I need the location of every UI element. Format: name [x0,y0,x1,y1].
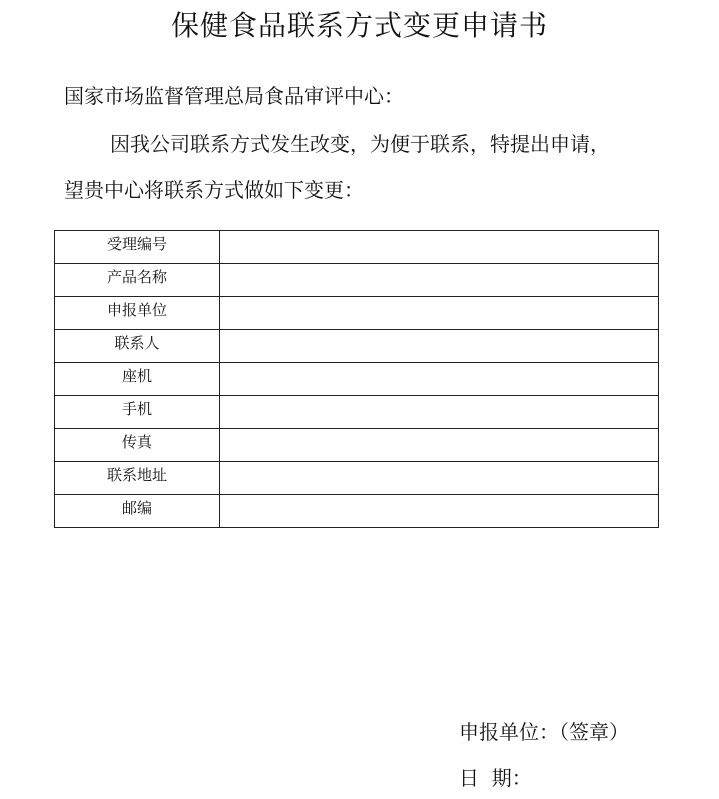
form-cell-postal-code [220,495,659,528]
postal-code-field[interactable] [220,495,658,527]
form-cell-landline [220,363,659,396]
form-label-contact-person: 联系人 [55,330,220,363]
form-row-mobile [55,396,659,429]
form-row-contact-address [55,462,659,495]
form-label-postal-code: 邮编 [55,495,220,528]
contact-change-form-table [54,230,659,528]
form-label-product-name: 产品名称 [55,264,220,297]
form-cell-contact-address [220,462,659,495]
signature-date-label: 日 期： [459,766,532,790]
contact-person-field[interactable] [220,330,658,362]
form-cell-mobile [220,396,659,429]
form-cell-product-name [220,264,659,297]
form-label-fax: 传真 [55,429,220,462]
applicant-unit-field[interactable] [220,297,658,329]
form-cell-fax [220,429,659,462]
document-title: 保健食品联系方式变更申请书 [170,9,548,42]
form-row-product-name [55,264,659,297]
fax-field[interactable] [220,429,658,461]
form-cell-acceptance-number [220,231,659,264]
form-row-fax [55,429,659,462]
mobile-field[interactable] [220,396,658,428]
form-label-applicant-unit: 申报单位 [55,297,220,330]
form-cell-contact-person [220,330,659,363]
body-paragraph-line-1: 因我公司联系方式发生改变，为便于联系，特提出申请， [110,132,610,156]
form-cell-applicant-unit [220,297,659,330]
form-label-mobile: 手机 [55,396,220,429]
form-row-landline [55,363,659,396]
body-paragraph-line-2: 望贵中心将联系方式做如下变更： [64,178,364,202]
signature-unit-label: 申报单位：（签章） [459,720,629,744]
acceptance-number-field[interactable] [220,231,658,263]
form-label-contact-address: 联系地址 [55,462,220,495]
form-row-postal-code [55,495,659,528]
addressee: 国家市场监督管理总局食品审评中心： [64,84,404,108]
form-row-acceptance-number [55,231,659,264]
form-row-applicant-unit [55,297,659,330]
form-label-landline: 座机 [55,363,220,396]
product-name-field[interactable] [220,264,658,296]
landline-field[interactable] [220,363,658,395]
form-label-acceptance-number: 受理编号 [55,231,220,264]
contact-address-field[interactable] [220,462,658,494]
form-row-contact-person [55,330,659,363]
